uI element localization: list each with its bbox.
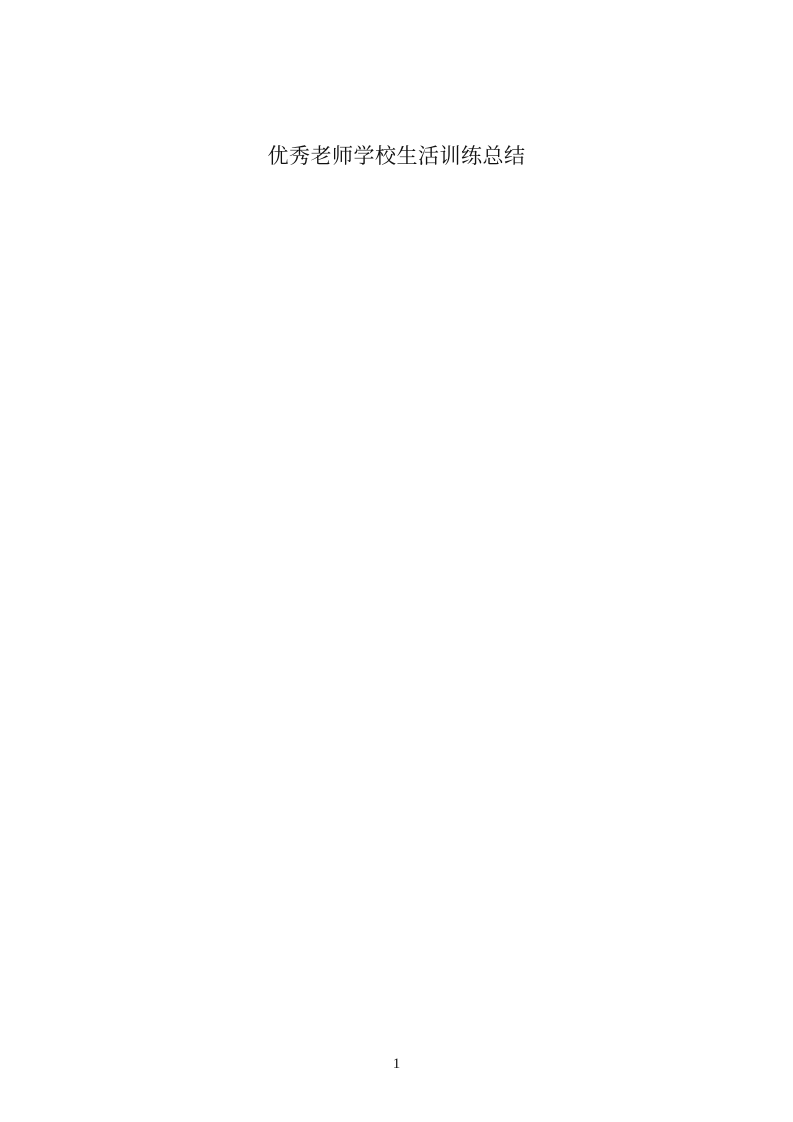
page-number: 1: [392, 1056, 401, 1072]
document-title: 优秀老师学校生活训练总结: [267, 144, 526, 168]
